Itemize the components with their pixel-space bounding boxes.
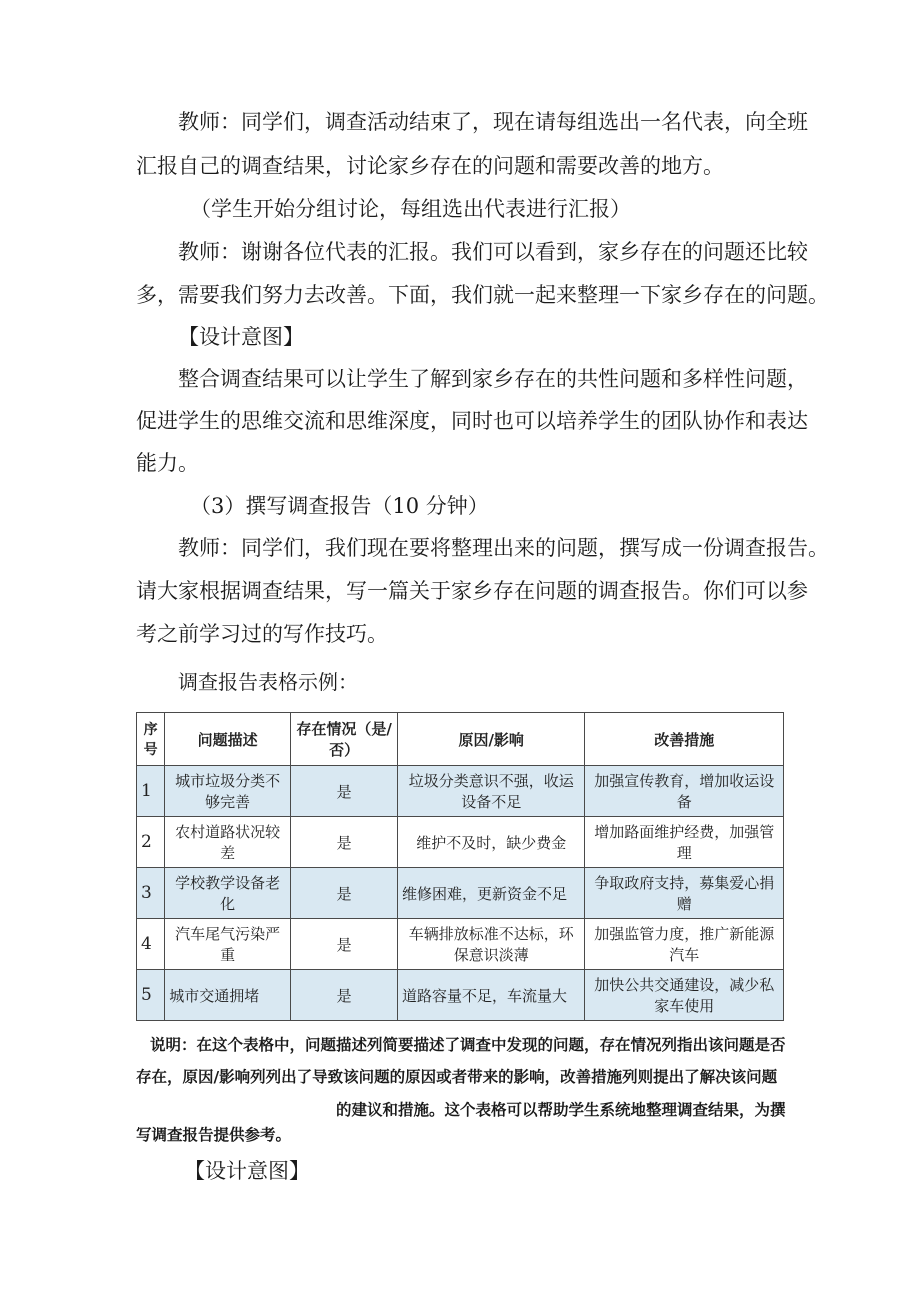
row-cause: 维修困难，更新资金不足: [397, 868, 584, 919]
row-measure: 增加路面维护经费，加强管理: [585, 817, 784, 868]
row-measure: 加强宣传教育，增加收运设备: [585, 766, 784, 817]
header-exists: 存在情况（是/否）: [291, 713, 398, 766]
row-exists: 是: [291, 919, 398, 970]
row-problem: 农村道路状况较差: [165, 817, 291, 868]
table-row: [137, 970, 784, 1021]
design-intent-heading-2: 【设计意图】: [184, 1159, 310, 1183]
row-exists: 是: [291, 970, 398, 1021]
row-number: 3: [137, 868, 165, 919]
table-note-line1: 说明：在这个表格中，问题描述列简要描述了调查中发现的问题，存在情况列指出该问题是否: [150, 1036, 786, 1054]
table-note-line3: 的建议和措施。这个表格可以帮助学生系统地整理调查结果，为撰: [336, 1101, 786, 1119]
row-measure: 加快公共交通建设，减少私家车使用: [585, 970, 784, 1021]
table-row: [137, 766, 784, 817]
step-3-heading: （3）撰写调查报告（10 分钟）: [190, 494, 489, 518]
row-number: 5: [137, 970, 165, 1021]
table-caption: 调查报告表格示例：: [178, 670, 358, 694]
header-number: 序号: [137, 713, 165, 766]
row-cause: 维护不及时，缺少费金: [397, 817, 584, 868]
row-problem: 汽车尾气污染严重: [165, 919, 291, 970]
table-note-line2: 存在，原因/影响列列出了导致该问题的原因或者带来的影响，改善措施列则提出了解决该问题: [136, 1068, 778, 1086]
survey-report-table: [136, 712, 784, 1021]
row-number: 2: [137, 817, 165, 868]
row-measure: 争取政府支持，募集爱心捐赠: [585, 868, 784, 919]
row-exists: 是: [291, 868, 398, 919]
row-problem: 城市垃圾分类不够完善: [165, 766, 291, 817]
row-problem: 城市交通拥堵: [165, 970, 291, 1021]
header-measure: 改善措施: [585, 713, 784, 766]
header-cause: 原因/影响: [397, 713, 584, 766]
paragraph-teacher-2-line2: 多，需要我们努力去改善。下面，我们就一起来整理一下家乡存在的问题。: [136, 283, 829, 307]
row-problem: 学校教学设备老化: [165, 868, 291, 919]
paragraph-teacher-2-line1: 教师：谢谢各位代表的汇报。我们可以看到，家乡存在的问题还比较: [178, 240, 808, 264]
paragraph-teacher-3-line1: 教师：同学们，我们现在要将整理出来的问题，撰写成一份调查报告。: [178, 536, 829, 560]
table-header-row: [137, 713, 784, 766]
paragraph-intent-line2: 促进学生的思维交流和思维深度，同时也可以培养学生的团队协作和表达: [136, 409, 808, 433]
paragraph-intent-line1: 整合调查结果可以让学生了解到家乡存在的共性问题和多样性问题，: [178, 367, 808, 391]
row-cause: 车辆排放标准不达标，环保意识淡薄: [397, 919, 584, 970]
header-problem: 问题描述: [165, 713, 291, 766]
row-exists: 是: [291, 817, 398, 868]
table-row: [137, 919, 784, 970]
table-row: [137, 817, 784, 868]
table-note-line4: 写调查报告提供参考。: [136, 1126, 292, 1144]
paragraph-student-discussion: （学生开始分组讨论，每组选出代表进行汇报）: [190, 197, 631, 221]
paragraph-teacher-1-line1: 教师：同学们，调查活动结束了，现在请每组选出一名代表，向全班: [178, 110, 808, 134]
row-cause: 道路容量不足，车流量大: [397, 970, 584, 1021]
table-row: [137, 868, 784, 919]
paragraph-teacher-1-line2: 汇报自己的调查结果，讨论家乡存在的问题和需要改善的地方。: [136, 154, 724, 178]
paragraph-intent-line3: 能力。: [136, 451, 199, 475]
row-exists: 是: [291, 766, 398, 817]
row-number: 1: [137, 766, 165, 817]
row-cause: 垃圾分类意识不强，收运设备不足: [397, 766, 584, 817]
row-number: 4: [137, 919, 165, 970]
design-intent-heading-1: 【设计意图】: [178, 325, 304, 349]
row-measure: 加强监管力度，推广新能源汽车: [585, 919, 784, 970]
paragraph-teacher-3-line2: 请大家根据调查结果，写一篇关于家乡存在问题的调查报告。你们可以参: [136, 579, 808, 603]
paragraph-teacher-3-line3: 考之前学习过的写作技巧。: [136, 622, 388, 646]
